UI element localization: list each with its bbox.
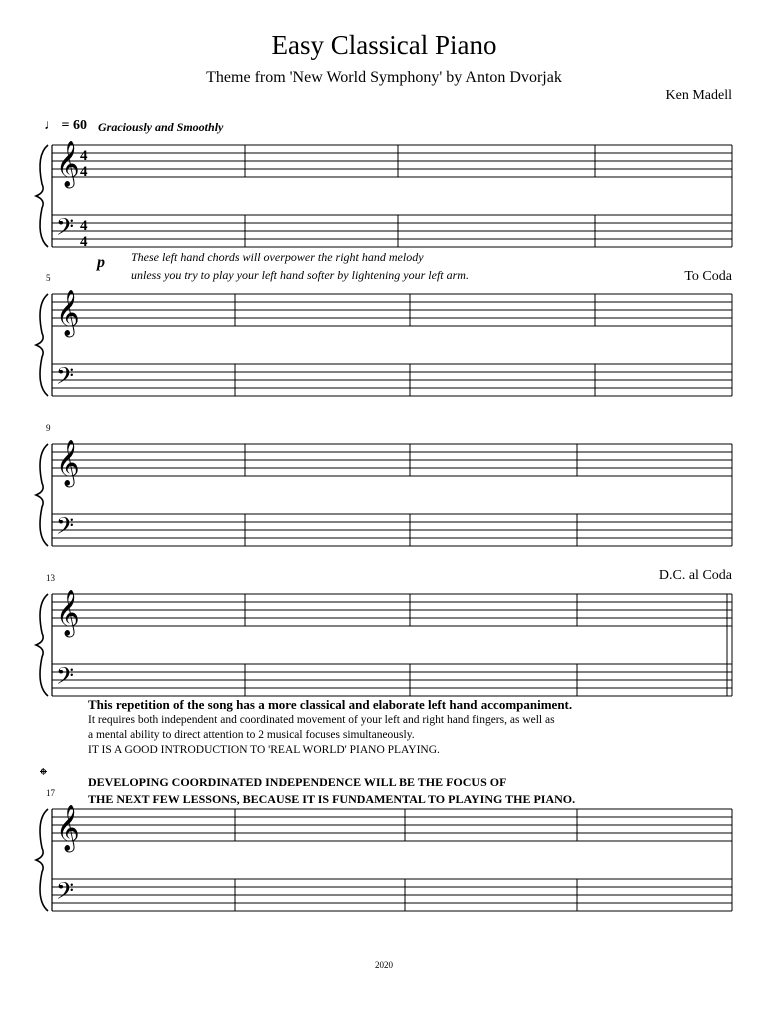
- dynamic-marking: p: [97, 254, 105, 271]
- time-signature-denominator: 4: [80, 164, 88, 180]
- time-signature-denominator: 4: [80, 234, 88, 250]
- time-signature-numerator: 4: [80, 148, 88, 164]
- lesson-note-line: THE NEXT FEW LESSONS, BECAUSE IT IS FUNDAMENTAL TO PLAYING THE PIANO.: [88, 792, 576, 806]
- tempo-marking: ♩ = 60: [44, 118, 87, 133]
- bass-clef-icon: 𝄢: [56, 662, 75, 695]
- brace-icon: [36, 444, 48, 546]
- expression-marking: Graciously and Smoothly: [98, 120, 224, 134]
- bass-clef-icon: 𝄢: [56, 512, 75, 545]
- treble-clef-icon: 𝄞: [56, 590, 80, 636]
- treble-clef-icon: 𝄞: [56, 805, 80, 851]
- bass-clef-icon: 𝄢: [56, 362, 75, 395]
- performance-note-line: unless you try to play your left hand softer by lightening your left arm.: [131, 268, 469, 282]
- treble-clef-icon: 𝄞: [56, 290, 80, 336]
- brace-icon: [36, 594, 48, 696]
- page-title: Easy Classical Piano: [271, 30, 497, 60]
- bass-clef-icon: 𝄢: [56, 877, 75, 910]
- performance-note-line: These left hand chords will overpower the right hand melody: [131, 250, 424, 264]
- measure-number: 9: [46, 423, 51, 433]
- performance-note-line: It requires both independent and coordinated movement of your left and right hand fingers, as well as: [88, 714, 555, 726]
- performance-note-line: IT IS A GOOD INTRODUCTION TO 'REAL WORLD' PIANO PLAYING.: [88, 744, 440, 756]
- treble-clef-icon: 𝄞: [56, 141, 80, 187]
- composer-name: Ken Madell: [665, 88, 732, 103]
- performance-note-heading: This repetition of the song has a more classical and elaborate left hand accompaniment.: [88, 697, 573, 712]
- brace-icon: [36, 145, 48, 247]
- time-signature-numerator: 4: [80, 218, 88, 234]
- measure-number: 13: [46, 573, 55, 583]
- performance-note-line: a mental ability to direct attention to 2 musical focuses simultaneously.: [88, 729, 415, 741]
- brace-icon: [36, 809, 48, 911]
- footer-year: 2020: [375, 960, 393, 970]
- bass-clef-icon: 𝄢: [56, 213, 75, 246]
- brace-icon: [36, 294, 48, 396]
- treble-clef-icon: 𝄞: [56, 440, 80, 486]
- measure-number: 17: [46, 788, 55, 798]
- coda-sign-icon: 𝄌: [40, 765, 47, 787]
- measure-number: 5: [46, 273, 51, 283]
- page-subtitle: Theme from 'New World Symphony' by Anton Dvorjak: [206, 69, 562, 86]
- lesson-note-line: DEVELOPING COORDINATED INDEPENDENCE WILL BE THE FOCUS OF: [88, 775, 507, 789]
- to-coda-marking: To Coda: [684, 269, 732, 284]
- dc-al-coda-marking: D.C. al Coda: [658, 568, 732, 583]
